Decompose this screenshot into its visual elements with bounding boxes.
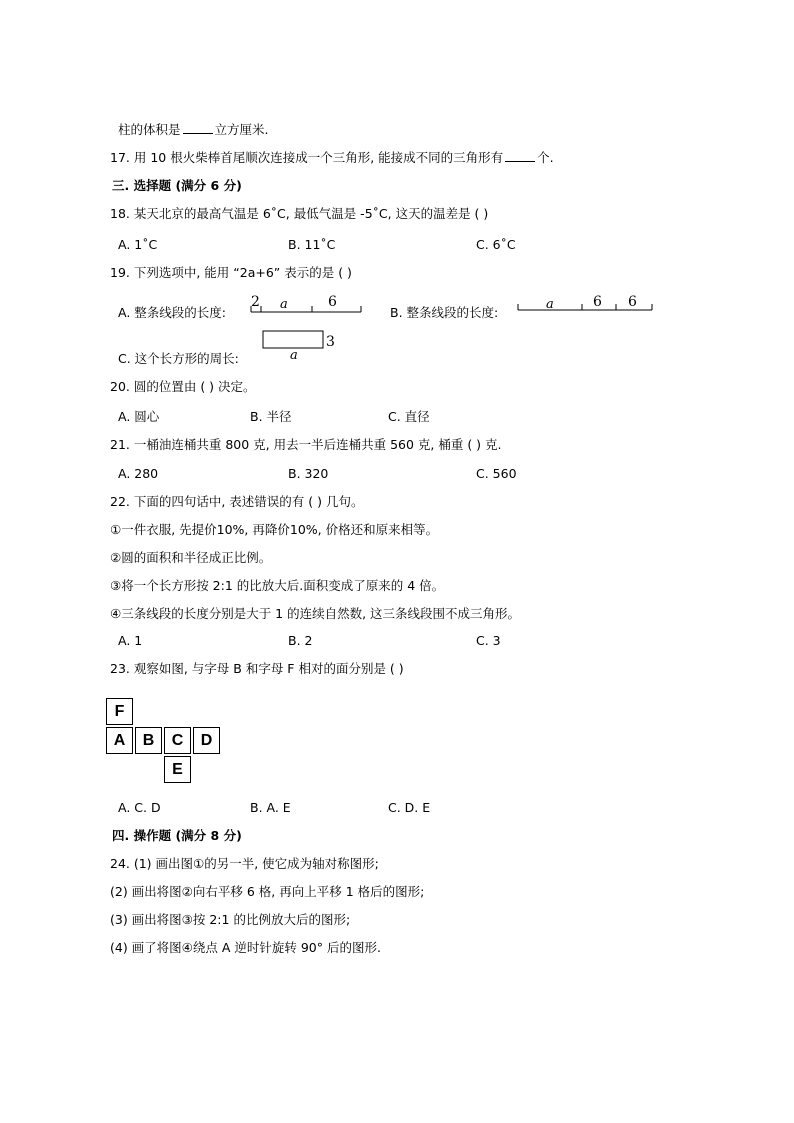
fig-c-label-3: 3 xyxy=(326,334,335,350)
net-face-f: F xyxy=(106,698,133,725)
q17-text-post: 个. xyxy=(537,150,554,165)
net-face-a: A xyxy=(106,727,133,754)
net-face-e: E xyxy=(164,756,191,783)
question-18-stem: 18. 某天北京的最高气温是 6˚C, 最低气温是 -5˚C, 这天的温差是 ( ) xyxy=(110,206,489,221)
cube-net-figure xyxy=(106,698,222,786)
q22-statement-2: ②圆的面积和半径成正比例。 xyxy=(110,550,272,565)
q16-continuation xyxy=(118,121,269,138)
q19-option-b[interactable]: B. 整条线段的长度: xyxy=(390,305,499,320)
q16-text-pre: 柱的体积是 xyxy=(118,122,181,137)
q24-line-2: (2) 画出将图②向右平移 6 格, 再向上平移 1 格后的图形; xyxy=(110,884,425,899)
q23-option-b[interactable]: B. A. E xyxy=(250,800,291,815)
section-4-heading: 四. 操作题 (满分 8 分) xyxy=(112,828,242,843)
fig-a-label-2: 2 xyxy=(251,294,260,310)
q24-line-1: 24. (1) 画出图①的另一半, 使它成为轴对称图形; xyxy=(110,856,379,871)
net-face-d: D xyxy=(193,727,220,754)
q22-option-b[interactable]: B. 2 xyxy=(288,633,313,648)
section-3-heading: 三. 选择题 (满分 6 分) xyxy=(112,178,242,193)
fig-b-label-a: a xyxy=(546,297,554,312)
q16-text-post: 立方厘米. xyxy=(214,122,269,137)
q20-option-b[interactable]: B. 半径 xyxy=(250,409,292,424)
q19-option-a[interactable]: A. 整条线段的长度: xyxy=(118,305,226,320)
q22-statement-4: ④三条线段的长度分别是大于 1 的连续自然数, 这三条线段围不成三角形。 xyxy=(110,606,521,621)
q20-option-c[interactable]: C. 直径 xyxy=(388,409,430,424)
q24-line-4: (4) 画了将图④绕点 A 逆时针旋转 90° 后的图形. xyxy=(110,940,381,955)
q24-line-3: (3) 画出将图③按 2:1 的比例放大后的图形; xyxy=(110,912,351,927)
q20-option-a[interactable]: A. 圆心 xyxy=(118,409,160,424)
question-20-stem: 20. 圆的位置由 ( ) 决定。 xyxy=(110,379,256,394)
q21-option-c[interactable]: C. 560 xyxy=(476,466,517,481)
question-17 xyxy=(110,149,554,166)
fig-a-label-a: a xyxy=(280,297,288,312)
fig-b-label-6a: 6 xyxy=(593,294,602,310)
q22-option-c[interactable]: C. 3 xyxy=(476,633,501,648)
net-face-b: B xyxy=(135,727,162,754)
q21-option-a[interactable]: A. 280 xyxy=(118,466,159,481)
q19-segment-figure-a xyxy=(248,290,364,320)
q22-statement-3: ③将一个长方形按 2:1 的比放大后.面积变成了原来的 4 倍。 xyxy=(110,578,445,593)
q17-text-pre: 17. 用 10 根火柴棒首尾顺次连接成一个三角形, 能接成不同的三角形有 xyxy=(110,150,504,165)
q19-segment-figure-b xyxy=(516,290,656,320)
q23-option-a[interactable]: A. C. D xyxy=(118,800,161,815)
q23-option-c[interactable]: C. D. E xyxy=(388,800,431,815)
net-face-c: C xyxy=(164,727,191,754)
question-19-stem: 19. 下列选项中, 能用 “2a+6” 表示的是 ( ) xyxy=(110,265,352,280)
q22-statement-1: ①一件衣服, 先提价10%, 再降价10%, 价格还和原来相等。 xyxy=(110,522,439,537)
fig-b-label-6b: 6 xyxy=(628,294,637,310)
q18-option-b[interactable]: B. 11˚C xyxy=(288,237,336,252)
q18-option-a[interactable]: A. 1˚C xyxy=(118,237,158,252)
q21-option-b[interactable]: B. 320 xyxy=(288,466,329,481)
q19-option-c[interactable]: C. 这个长方形的周长: xyxy=(118,351,239,366)
question-22-stem: 22. 下面的四句话中, 表述错误的有 ( ) 几句。 xyxy=(110,494,364,509)
q18-option-c[interactable]: C. 6˚C xyxy=(476,237,516,252)
fig-c-label-a: a xyxy=(290,348,298,362)
question-23-stem: 23. 观察如图, 与字母 B 和字母 F 相对的面分别是 ( ) xyxy=(110,661,404,676)
q19-rectangle-figure-c xyxy=(260,328,344,362)
answer-blank[interactable] xyxy=(505,149,535,162)
q22-option-a[interactable]: A. 1 xyxy=(118,633,143,648)
fig-a-label-6: 6 xyxy=(328,294,337,310)
answer-blank[interactable] xyxy=(183,121,213,134)
question-21-stem: 21. 一桶油连桶共重 800 克, 用去一半后连桶共重 560 克, 桶重 ( ) 克. xyxy=(110,437,502,452)
